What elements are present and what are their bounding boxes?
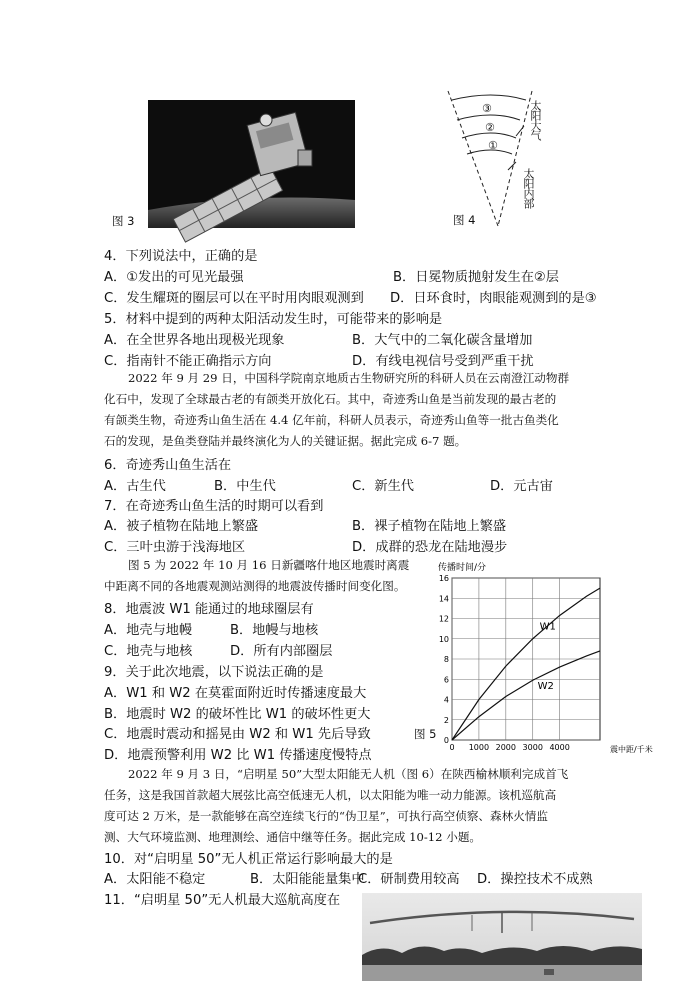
- figure-5-caption: 图 5: [414, 727, 437, 741]
- atmosphere-label: 太阳大气: [529, 100, 542, 140]
- y-tick-label: 14: [438, 594, 449, 604]
- layer-1-label: ①: [488, 139, 498, 152]
- q5-option-b: B．大气中的二氧化碳含量增加: [352, 333, 533, 348]
- q8-option-b: B．地幔与地核: [230, 623, 319, 638]
- q8-option-d: D．所有内部圈层: [230, 644, 333, 659]
- q11-stem: 11．“启明星 50”无人机最大巡航高度在: [104, 893, 341, 908]
- y-axis-label: 传播时间/分: [438, 563, 487, 573]
- q8-stem: 8．地震波 W1 能通过的地球圈层有: [104, 602, 314, 617]
- q5-option-d: D．有线电视信号受到严重干扰: [352, 354, 534, 369]
- q7-stem: 7．在奇迹秀山鱼生活的时期可以看到: [104, 499, 324, 514]
- q4-option-d: D．日环食时，肉眼能观测到的是③: [390, 291, 597, 306]
- q7-option-b: B．裸子植物在陆地上繁盛: [352, 519, 507, 534]
- q4-option-b: B．日冕物质抛射发生在②层: [393, 270, 559, 285]
- q10-option-c: C．研制费用较高: [358, 872, 460, 887]
- q8-option-c: C．地壳与地核: [104, 644, 193, 659]
- q9-option-c: C．地震时震动和摇晃由 W2 和 W1 先后导致: [104, 727, 371, 742]
- figure-4-caption: 图 4: [453, 213, 476, 227]
- layer-2-label: ②: [485, 121, 495, 134]
- x-tick-label: 0: [449, 743, 455, 752]
- q8-option-a: A．地壳与地幔: [104, 623, 193, 638]
- figure-6-drone-photo: [362, 893, 642, 981]
- series-label-w2: W2: [537, 681, 554, 693]
- figure-3-satellite-photo: [148, 100, 355, 228]
- q6-option-c: C．新生代: [352, 479, 414, 494]
- q7-option-a: A．被子植物在陆地上繁盛: [104, 519, 259, 534]
- para3-line2: 任务，这是我国首款超大展弦比高空低速无人机，以太阳能为唯一动力能源。该机巡航高: [104, 788, 557, 802]
- y-tick-label: 4: [443, 695, 449, 705]
- para3-line3: 度可达 2 万米，是一款能够在高空连续飞行的“伪卫星”，可执行高空侦察、森林火情监: [104, 809, 548, 823]
- q6-option-d: D．元古宙: [490, 479, 553, 494]
- para1-line2: 化石中，发现了全球最古老的有颌类开放化石。其中，奇迹秀山鱼是当前发现的最古老的: [104, 392, 557, 406]
- y-tick-label: 0: [443, 736, 449, 745]
- material-paragraph-earthquake: [104, 555, 444, 597]
- y-tick-label: 2: [443, 715, 449, 725]
- q10-option-d: D．操控技术不成熟: [477, 872, 593, 887]
- q10-stem: 10．对“启明星 50”无人机正常运行影响最大的是: [104, 852, 393, 867]
- q9-option-b: B．地震时 W2 的破坏性比 W1 的破坏性更大: [104, 707, 371, 722]
- q7-option-c: C．三叶虫游于浅海地区: [104, 540, 246, 555]
- interior-label: 太阳内部: [522, 168, 535, 208]
- q6-stem: 6．奇迹秀山鱼生活在: [104, 458, 232, 473]
- x-tick-label: 3000: [522, 743, 543, 752]
- y-tick-label: 10: [438, 634, 449, 644]
- layer-3-label: ③: [482, 102, 492, 115]
- para1-line3: 有颌类生物，奇迹秀山鱼生活在 4.4 亿年前，科研人员表示，奇迹秀山鱼等一批古鱼类化: [104, 413, 559, 427]
- y-tick-label: 16: [438, 574, 449, 583]
- para2-line2: 中距离不同的各地震观测站测得的地震波传播时间变化图。: [104, 579, 406, 593]
- x-tick-label: 1000: [468, 743, 490, 752]
- y-tick-label: 12: [438, 614, 449, 624]
- figure-5-chart: [432, 560, 653, 756]
- q9-stem: 9．关于此次地震，以下说法正确的是: [104, 665, 324, 680]
- figure-4-sun-layers: [440, 88, 550, 230]
- series-line-w2: [452, 651, 600, 740]
- para2-line1: 图 5 为 2022 年 10 月 16 日新疆喀什地区地震时离震: [128, 558, 410, 572]
- y-tick-label: 8: [443, 655, 449, 664]
- q5-stem: 5．材料中提到的两种太阳活动发生时，可能带来的影响是: [104, 312, 443, 327]
- x-axis-label: 震中距/千米: [610, 745, 653, 754]
- q4-option-a: A．①发出的可见光最强: [104, 270, 244, 285]
- material-paragraph-fish: [104, 368, 609, 452]
- q9-option-a: A．W1 和 W2 在莫霍面附近时传播速度最大: [104, 686, 367, 701]
- q6-option-a: A．古生代: [104, 479, 166, 494]
- q10-option-a: A．太阳能不稳定: [104, 872, 206, 887]
- q6-option-b: B．中生代: [214, 479, 276, 494]
- q5-option-c: C．指南针不能正确指示方向: [104, 354, 272, 369]
- para3-line1: 2022 年 9 月 3 日，“启明星 50”大型太阳能无人机（图 6）在陕西榆林顺利完成首飞: [128, 767, 569, 781]
- q5-option-a: A．在全世界各地出现极光现象: [104, 333, 285, 348]
- y-tick-label: 6: [443, 675, 449, 685]
- para1-line1: 2022 年 9 月 29 日，中国科学院南京地质古生物研究所的科研人员在云南澄江动物群: [128, 371, 570, 385]
- q4-option-c: C．发生耀斑的圈层可以在平时用肉眼观测到: [104, 291, 364, 306]
- x-tick-label: 2000: [495, 743, 516, 752]
- material-paragraph-drone: [104, 764, 644, 848]
- q7-option-d: D．成群的恐龙在陆地漫步: [352, 540, 508, 555]
- q4-stem: 4．下列说法中，正确的是: [104, 249, 258, 264]
- figure-3-caption: 图 3: [112, 214, 135, 228]
- x-tick-label: 4000: [549, 743, 570, 752]
- para1-line4: 石的发现，是鱼类登陆并最终演化为人的关键证据。据此完成 6-7 题。: [104, 434, 467, 448]
- q10-option-b: B．太阳能能量集中: [250, 872, 365, 887]
- satellite-image: [148, 100, 355, 228]
- series-label-w1: W1: [539, 621, 556, 633]
- series-line-w1: [452, 588, 600, 740]
- q9-option-d: D．地震预警利用 W2 比 W1 传播速度慢特点: [104, 748, 372, 763]
- para3-line4: 测、大气环境监测、地理测绘、通信中继等任务。据此完成 10-12 小题。: [104, 830, 482, 844]
